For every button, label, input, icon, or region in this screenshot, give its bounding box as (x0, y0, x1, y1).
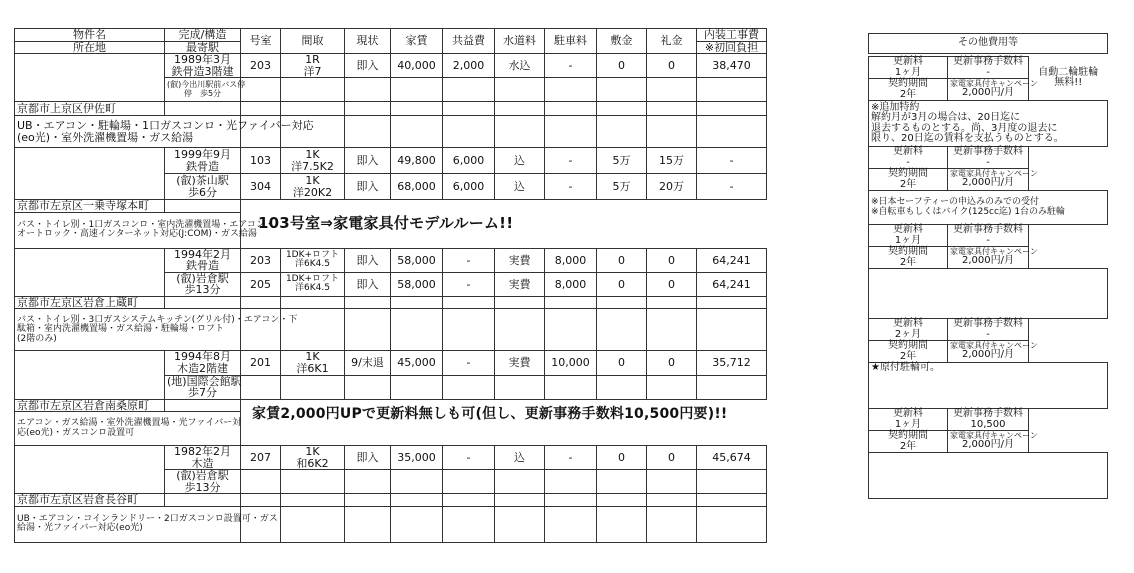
p3-room-203: 203 (241, 248, 281, 272)
p5-address: 京都市左京区岩倉長谷町 (15, 494, 165, 507)
header-room: 号室 (241, 29, 281, 54)
p5-interior: 45,674 (697, 446, 767, 470)
header-status: 現状 (345, 29, 391, 54)
p1-water: 水込 (495, 54, 545, 78)
p5-layout: 1K 和6K2 (281, 446, 345, 470)
p2-rent-103: 49,800 (391, 148, 443, 174)
p5-deposit: 0 (597, 446, 647, 470)
p3-key-203: 0 (647, 248, 697, 272)
p3-completion: 1994年2月 鉄骨造 (165, 248, 241, 272)
p5-rent: 35,000 (391, 446, 443, 470)
p3-parking-205: 8,000 (545, 272, 597, 296)
header-interior-note: ※初回負担 (697, 41, 767, 54)
p3-address: 京都市左京区岩倉上蔵町 (15, 296, 165, 309)
p1-rent: 40,000 (391, 54, 443, 78)
p2-room-103: 103 (241, 148, 281, 174)
p4-layout: 1K 洋6K1 (281, 351, 345, 375)
p1-features: UB・エアコン・駐輪場・1口ガスコンロ・光ファイバー対応 (eo光)・室外洗濯機置場・ガス給湯 (15, 116, 241, 148)
p5-parking: - (545, 446, 597, 470)
p3-interior-203: 64,241 (697, 248, 767, 272)
p3-key-205: 0 (647, 272, 697, 296)
p5-water: 込 (495, 446, 545, 470)
p1-parking: - (545, 54, 597, 78)
p2-rent-304: 68,000 (391, 174, 443, 200)
p2-deposit-304: 5万 (597, 174, 647, 200)
p4-water: 実費 (495, 351, 545, 375)
p3-room-205: 205 (241, 272, 281, 296)
p4-station: (地)国際会館駅 歩7分 (165, 375, 241, 399)
header-deposit: 敷金 (597, 29, 647, 54)
p5-status: 即入 (345, 446, 391, 470)
p5-station: (叡)岩倉駅 歩13分 (165, 470, 241, 494)
p4-room: 201 (241, 351, 281, 375)
p3-layout-203: 1DK+ロフト 洋6K4.5 (281, 248, 345, 272)
p4-deposit: 0 (597, 351, 647, 375)
p4-features: エアコン・ガス給湯・室外洗濯機置場・光ファイバー対 応(eo光)・ガスコンロ設置可 (15, 412, 241, 446)
p2-address: 京都市左京区一乗寺塚本町 (15, 200, 165, 213)
p4-common: - (443, 351, 495, 375)
p4-parking: 10,000 (545, 351, 597, 375)
p1-deposit: 0 (597, 54, 647, 78)
p3-deposit-203: 0 (597, 248, 647, 272)
p3-parking-203: 8,000 (545, 248, 597, 272)
table-row (15, 54, 767, 78)
p5-features: UB・エアコン・コインランドリー・2口ガスコンロ設置可・ガス 給湯・光ファイバー対応(eo光) (15, 506, 241, 542)
p2-common-304: 6,000 (443, 174, 495, 200)
p2-room-304: 304 (241, 174, 281, 200)
p1-layout: 1R 洋7 (281, 54, 345, 78)
p2-deposit-103: 5万 (597, 148, 647, 174)
p3-rent-203: 58,000 (391, 248, 443, 272)
header-rent: 家賃 (391, 29, 443, 54)
b2-note: ※日本セーフティーの申込みのみでの受付 ※自転車もしくはバイク(125cc迄) 1台のみ駐輪 (869, 191, 1108, 225)
header-completion: 完成/構造 (165, 29, 241, 42)
p2-water-304: 込 (495, 174, 545, 200)
p4-rent: 45,000 (391, 351, 443, 375)
p2-station: (叡)茶山駅 歩6分 (165, 174, 241, 200)
p2-key-103: 15万 (647, 148, 697, 174)
header-common-fee: 共益費 (443, 29, 495, 54)
header-property: 物件名 (15, 29, 165, 42)
renewal-banner: 家賃2,000円UPで更新料無しも可(但し、更新事務手数料10,500円要)!! (252, 406, 728, 422)
model-room-banner: 103号室⇒家電家具付モデルルーム!! (258, 214, 514, 232)
p1-completion: 1989年3月 鉄骨造3階建 (165, 54, 241, 78)
property-table (14, 28, 767, 543)
p2-water-103: 込 (495, 148, 545, 174)
p3-status-203: 即入 (345, 248, 391, 272)
header-other-costs: その他費用等 (869, 34, 1108, 54)
p1-address: 京都市上京区伊佐町 (15, 102, 165, 116)
p3-water-203: 実費 (495, 248, 545, 272)
p2-completion: 1999年9月 鉄骨造 (165, 148, 241, 174)
p1-common-fee: 2,000 (443, 54, 495, 78)
header-interior: 内装工事費 (697, 29, 767, 42)
p3-station: (叡)岩倉駅 歩13分 (165, 272, 241, 296)
p1-key-money: 0 (647, 54, 697, 78)
p4-status: 9/末退 (345, 351, 391, 375)
p5-completion: 1982年2月 木造 (165, 446, 241, 470)
p2-parking-103: - (545, 148, 597, 174)
p3-status-205: 即入 (345, 272, 391, 296)
p2-layout-304: 1K 洋20K2 (281, 174, 345, 200)
p2-interior-304: - (697, 174, 767, 200)
p5-key: 0 (647, 446, 697, 470)
p2-key-304: 20万 (647, 174, 697, 200)
header-key-money: 礼金 (647, 29, 697, 54)
header-address: 所在地 (15, 41, 165, 54)
p3-common-203: - (443, 248, 495, 272)
p2-status-103: 即入 (345, 148, 391, 174)
p2-features: バス・トイレ別・1口ガスコンロ・室内洗濯機置場・エアコン・ オートロック・高速インターネット対応(J:COM)・ガス給湯 (15, 212, 241, 248)
p2-common-103: 6,000 (443, 148, 495, 174)
p2-status-304: 即入 (345, 174, 391, 200)
p1-interior: 38,470 (697, 54, 767, 78)
header-water: 水道料 (495, 29, 545, 54)
p4-address: 京都市左京区岩倉南桑原町 (15, 399, 165, 412)
p2-layout-103: 1K 洋7.5K2 (281, 148, 345, 174)
p3-common-205: - (443, 272, 495, 296)
p3-interior-205: 64,241 (697, 272, 767, 296)
header-station: 最寄駅 (165, 41, 241, 54)
p1-room: 203 (241, 54, 281, 78)
p3-rent-205: 58,000 (391, 272, 443, 296)
p4-interior: 35,712 (697, 351, 767, 375)
p2-parking-304: - (545, 174, 597, 200)
p3-water-205: 実費 (495, 272, 545, 296)
b4-note: ★原付駐輪可。 (869, 363, 1108, 409)
other-costs-table: その他費用等 更新料 1ヶ月 更新事務手数料 - 自動二輪駐輪 無料!! 契約期間 2年 家電家具付キャンペーン 2,000円/月 ※追加特約 解約月が3月の場合は、20日迄に 退去するものとする。尚、3月度の退去に 限り、20日迄の賃料を支払うものとする。 更新料 - 更新事務手数料 - 契約期間 2年 家電家具付キャンペーン 2,000円/月 ※日本セーフティーの申込みのみでの受付 ※自転車もしくはバイク(125cc迄) 1台のみ駐輪 更新料 1ヶ月 更新事務手数料 - 契約期間 2年 家電家具付キャンペーン 2,000円/月 更新料 2ヶ月 更新事務手数料 - 契約期間 2年 家電家具付キャンペーン 2,000円/月 ★原付駐輪可。 更新料 1ヶ月 更新事務手数料 10,500 契約期間 2年 家電家具付キャンペーン 2,000円/月 (868, 33, 1108, 499)
p5-room: 207 (241, 446, 281, 470)
p1-station: (叡)今出川駅前バス停 停 歩5分 (165, 78, 241, 102)
p3-deposit-205: 0 (597, 272, 647, 296)
p3-layout-205: 1DK+ロフト 洋6K4.5 (281, 272, 345, 296)
p4-completion: 1994年8月 木造2階建 (165, 351, 241, 375)
p1-status: 即入 (345, 54, 391, 78)
p5-common: - (443, 446, 495, 470)
header-layout: 間取 (281, 29, 345, 54)
b1-note: ※追加特約 解約月が3月の場合は、20日迄に 退去するものとする。尚、3月度の退去に 限り、20日迄の賃料を支払うものとする。 (869, 101, 1108, 147)
p3-features: バス・トイレ別・3口ガスシステムキッチン(グリル付)・エアコン・下 駄箱・室内洗濯機置場・ガス給湯・駐輪場・ロフト (2階のみ) (15, 309, 241, 351)
header-parking: 駐車料 (545, 29, 597, 54)
p4-key: 0 (647, 351, 697, 375)
p2-interior-103: - (697, 148, 767, 174)
